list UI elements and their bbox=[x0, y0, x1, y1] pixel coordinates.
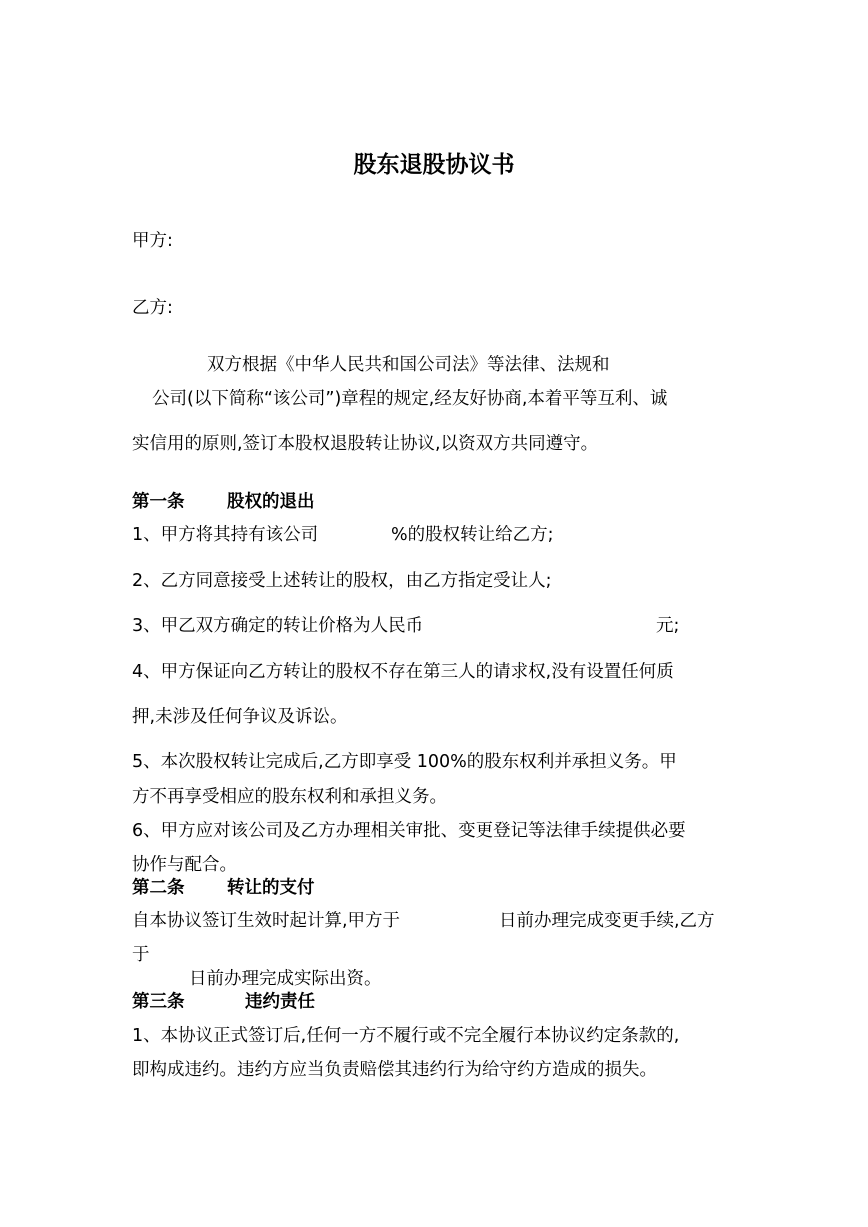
article-3-item-1-line-1: 1、本协议正式签订后,任何一方不履行或不完全履行本协议约定条款的, bbox=[132, 1026, 680, 1046]
article-1-item-1-a: 1、甲方将其持有该公司 bbox=[132, 525, 319, 545]
article-3-number: 第三条 bbox=[132, 992, 185, 1012]
article-1-item-5-line-2: 方不再享受相应的股东权利和承担义务。 bbox=[132, 787, 447, 807]
article-1-item-5-line-1: 5、本次股权转让完成后,乙方即享受 100%的股东权利并承担义务。甲 bbox=[132, 752, 677, 772]
article-1-item-4-line-1: 4、甲方保证向乙方转让的股权不存在第三人的请求权,没有设置任何质 bbox=[132, 662, 674, 682]
article-1-title: 股权的退出 bbox=[227, 492, 315, 512]
article-1-item-2: 2、乙方同意接受上述转让的股权，由乙方指定受让人; bbox=[132, 571, 552, 591]
article-3-title: 违约责任 bbox=[245, 992, 315, 1012]
article-2-line-2: 于 bbox=[132, 945, 150, 965]
article-1-number: 第一条 bbox=[132, 492, 185, 512]
intro-line-3: 实信用的原则,签订本股权退股转让协议,以资双方共同遵守。 bbox=[132, 434, 599, 454]
article-1-item-3-a: 3、甲乙双方确定的转让价格为人民币 bbox=[132, 616, 424, 636]
article-2-title: 转让的支付 bbox=[227, 878, 315, 898]
party-b-label: 乙方: bbox=[132, 298, 173, 318]
article-2-line-1-b: 日前办理完成变更手续,乙方 bbox=[499, 911, 715, 931]
article-1-item-6-line-2: 协作与配合。 bbox=[132, 855, 237, 875]
intro-line-1: 双方根据《中华人民共和国公司法》等法律、法规和 bbox=[207, 355, 610, 375]
document-title: 股东退股协议书 bbox=[353, 152, 515, 178]
article-2-line-1-a: 自本协议签订生效时起计算,甲方于 bbox=[132, 911, 401, 931]
article-2-number: 第二条 bbox=[132, 878, 185, 898]
article-3-item-1-line-2: 即构成违约。违约方应当负责赔偿其违约行为给守约方造成的损失。 bbox=[132, 1060, 657, 1080]
article-1-item-1-b: %的股权转让给乙方; bbox=[391, 525, 554, 545]
article-1-item-3-b: 元; bbox=[656, 616, 680, 636]
article-1-item-4-line-2: 押,未涉及任何争议及诉讼。 bbox=[132, 707, 348, 727]
party-a-label: 甲方: bbox=[132, 231, 173, 251]
article-2-line-3: 日前办理完成实际出资。 bbox=[189, 969, 382, 989]
intro-line-2: 公司(以下简称“该公司”)章程的规定,经友好协商,本着平等互利、诚 bbox=[152, 389, 668, 409]
article-1-item-6-line-1: 6、甲方应对该公司及乙方办理相关审批、变更登记等法律手续提供必要 bbox=[132, 821, 686, 841]
